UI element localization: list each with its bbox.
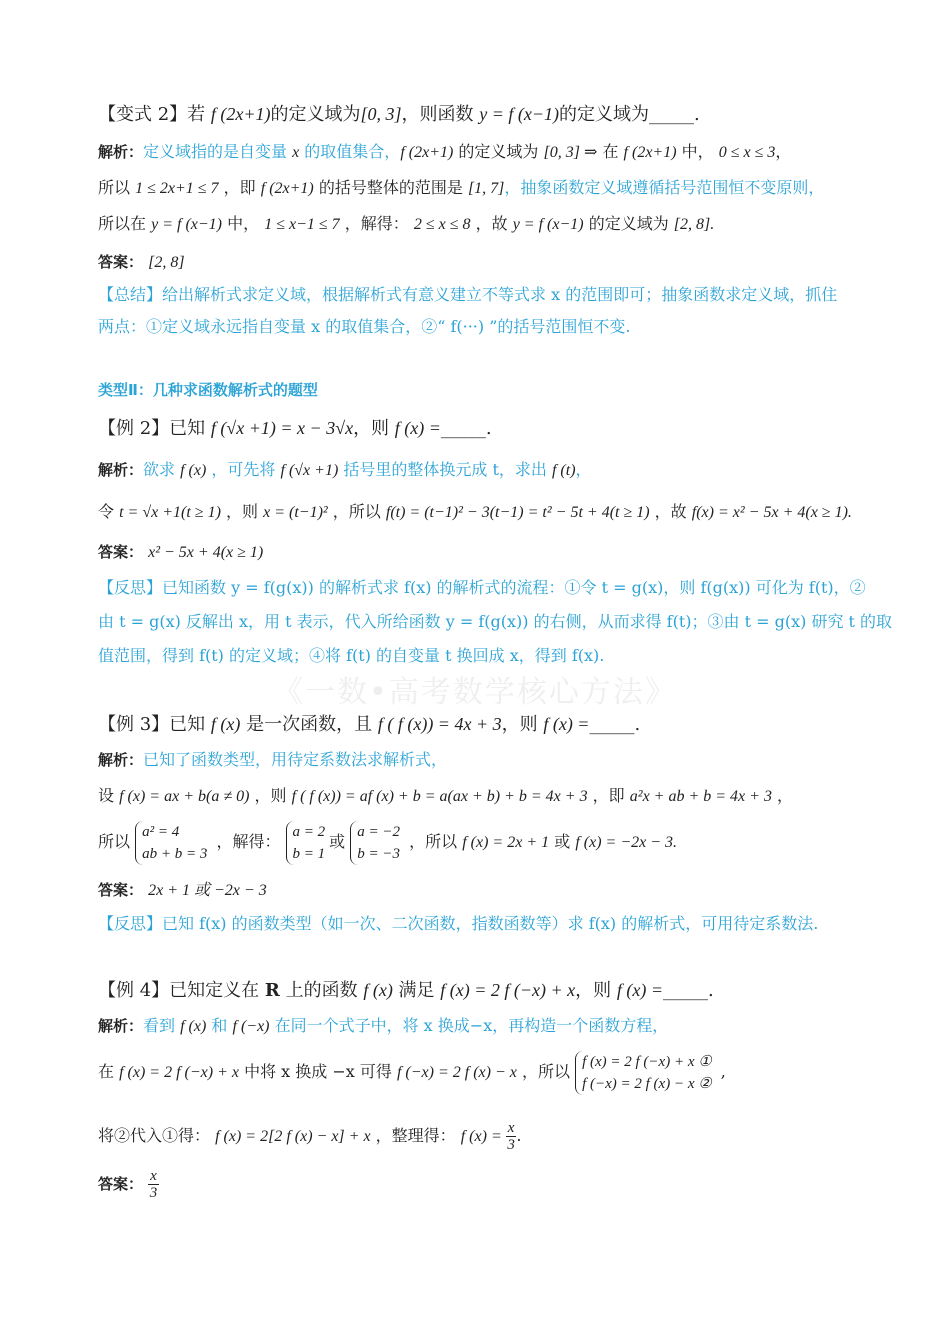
ex3-reflect: 【反思】已知 f(x) 的函数类型（如一次、二次函数，指数函数等）求 f(x) 的解析式，可用待定系数法. [98,914,819,933]
variant2-answer: 答案： [2, 8] [98,253,185,271]
equation-system-1: a² = 4 ab + b = 3 [135,821,211,865]
type2-heading: 类型Ⅱ：几种求函数解析式的题型 [98,381,318,399]
ex3-solution-line3: 所以 a² = 4 ab + b = 3 ，解得： a = 2 b = 1 或 a = −2 b = −3 ，所以 f (x) = 2x + 1 或 f (x) = −2x − 3. [98,818,860,867]
watermark: 《一数•高考数学核心方法》 [273,675,677,710]
ex2-reflect-line2: 由 t = g(x) 反解出 x，用 t 表示，代入所给函数 y = f(g(x)) 的右侧，从而求得 f(t)；③由 t = g(x) 研究 t 的取 [98,612,893,631]
variant2-summary-line2: 两点：①定义域永远指自变量 x 的取值集合，②“ f(···) ”的括号范围恒不变. [98,317,631,336]
ex2-solution-line2: 令 t = √x +1(t ≥ 1) ，则 x = (t−1)² ，所以 f(t) = (t−1)² − 3(t−1) = t² − 5t + 4(t ≥ 1) ，故 f(x) = x² − 5x + 4(x ≥ 1). [98,502,852,521]
ex3-answer: 答案： 2x + 1 或 −2x − 3 [98,881,267,899]
ex4-answer: 答案： $\frac{x}{3}$ [98,1168,158,1201]
variant2-solution-line3: 所以在 y = f (x−1) 中， 1 ≤ x−1 ≤ 7 ，解得： 2 ≤ x ≤ 8 ，故 y = f (x−1) 的定义域为 [2, 8]. [98,214,715,233]
variant2-solution-line2: 所以 1 ≤ 2x+1 ≤ 7 ，即 f (2x+1) 的括号整体的范围是 [1, 7]，抽象函数定义域遵循括号范围恒不变原则， [98,178,825,197]
equation-system-4: f (x) = 2 f (−x) + x ① f (−x) = 2 f (x) − x ② [575,1051,716,1095]
ex2-title: 【例 2】已知 f (√x +1) = x − 3√x，则 f (x) =_____. [98,418,492,439]
ex2-reflect-line3: 值范围，得到 f(t) 的定义域；④将 f(t) 的自变量 t 换回成 x，得到 f(x). [98,646,605,665]
variant2-title: 【变式 2】若 f (2x+1)的定义域为[0, 3]，则函数 y = f (x−1)的定义域为_____. [98,104,700,125]
ex3-solution-line1: 解析：已知了函数类型，用待定系数法求解析式， [98,750,448,769]
ex2-reflect-line1: 【反思】已知函数 y = f(g(x)) 的解析式求 f(x) 的解析式的流程：①令 t = g(x)，则 f(g(x)) 可化为 f(t)，② [98,578,866,597]
answer-fraction: $\frac{x}{3}$ [149,1168,158,1201]
ex3-title: 【例 3】已知 f (x) 是一次函数，且 f ( f (x)) = 4x + 3，则 f (x) =_____. [98,714,641,735]
ex2-answer: 答案： x² − 5x + 4(x ≥ 1) [98,543,264,561]
ex2-solution-line1: 解析：欲求 f (x) ，可先将 f (√x +1) 括号里的整体换元成 t，求出 f (t)， [98,460,592,479]
ex3-solution-line2: 设 f (x) = ax + b(a ≠ 0) ，则 f ( f (x)) = af (x) + b = a(ax + b) + b = 4x + 3 ，即 a²x + ab + b = 4x + 3 ， [98,786,794,805]
ex4-solution-line2: 在 f (x) = 2 f (−x) + x 中将 x 换成 −x 可得 f (−x) = 2 f (x) − x ，所以 f (x) = 2 f (−x) + x ① f (−x) = 2 f (x) − x ② , [98,1048,860,1097]
variant2-solution-line1: 解析：定义域指的是自变量 x 的取值集合，f (2x+1) 的定义域为 [0, 3] ⇒ 在 f (2x+1) 中， 0 ≤ x ≤ 3， [98,142,792,161]
equation-system-3: a = −2 b = −3 [350,821,404,865]
variant2-summary-line1: 【总结】给出解析式求定义域，根据解析式有意义建立不等式求 x 的范围即可；抽象函数求定义域，抓住 [98,285,838,304]
fraction-x-over-3: $\frac{x}{3}$ [507,1120,515,1153]
equation-system-2: a = 2 b = 1 [286,821,330,865]
ex4-solution-line3: 将②代入①得： f (x) = 2[2 f (x) − x] + x ，整理得： f (x) = $\frac{x}{3}$ . [98,1120,522,1153]
ex4-solution-line1: 解析：看到 f (x) 和 f (−x) 在同一个式子中，将 x 换成−x，再构造一个函数方程， [98,1016,669,1035]
ex4-title: 【例 4】已知定义在 R 上的函数 f (x) 满足 f (x) = 2 f (−x) + x，则 f (x) =_____. [98,980,714,1001]
